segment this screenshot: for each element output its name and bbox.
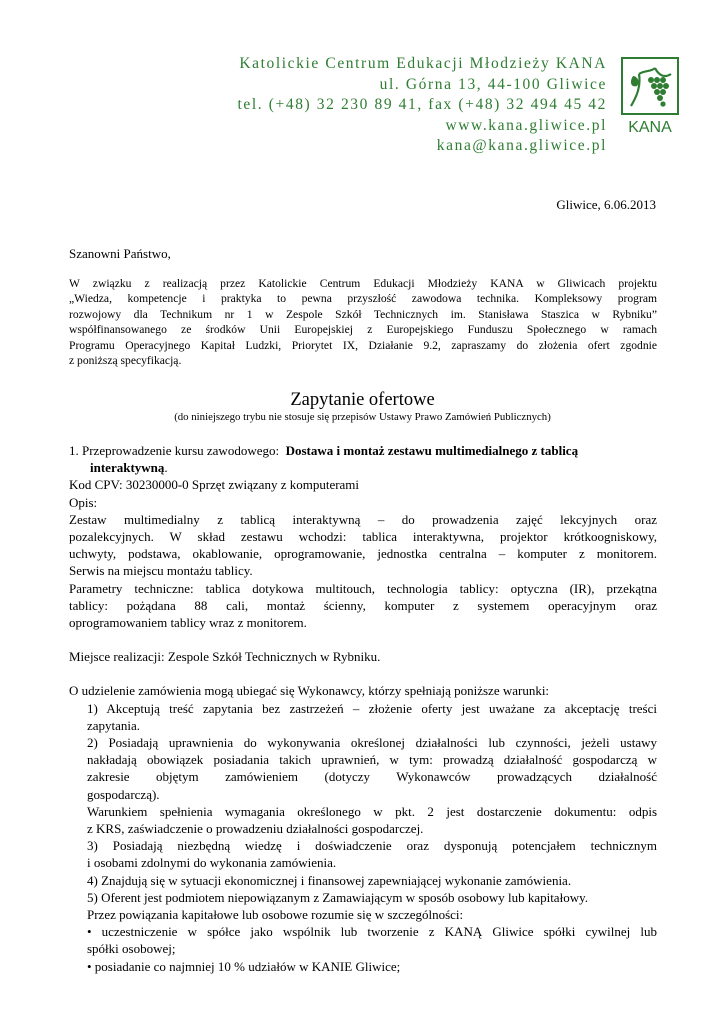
condition-3: 3) Posiadają niezbędną wiedzę i doświadczenie oraz dysponują potencjałem technicznym [87, 838, 657, 854]
condition-2-cont: zakresie objętym zamówieniem (dotyczy Wykonawców prowadzących działalność [87, 769, 657, 785]
condition-2-requirement: Warunkiem spełnienia wymagania określonego w pkt. 2 jest dostarczenie dokumentu: odpis [87, 803, 657, 819]
links-intro: Przez powiązania kapitałowe lub osobowe rozumie się w szczególności: [87, 907, 464, 923]
cpv-code: Kod CPV: 30230000-0 Sprzęt związany z komputerami [69, 477, 360, 493]
bullet-2: • posiadanie co najmniej 10 % udziałów w KANIE Gliwice; [87, 958, 401, 974]
condition-1: 1) Akceptują treść zapytania bez zastrzeżeń – złożenie oferty jest uważane za akceptację treści [87, 700, 657, 716]
letter-date: Gliwice, 6.06.2013 [556, 197, 656, 212]
intro-paragraph [69, 276, 657, 368]
condition-3-cont: i osobami zdolnymi do wykonania zamówienia. [87, 855, 337, 871]
org-phone-fax: tel. (+48) 32 230 89 41, fax (+48) 32 494 45 42 [237, 96, 607, 113]
org-address: ul. Górna 13, 44-100 Gliwice [379, 75, 607, 93]
grapes-icon [648, 77, 669, 107]
condition-4: 4) Znajdują się w sytuacji ekonomicznej i finansowej zapewniającej wykonanie zamówienia. [87, 872, 572, 888]
leaf-icon [631, 76, 639, 86]
intro-line: rozwojowy dla Technikum nr 1 w Zespole Szkół Technicznych im. Stanisława Staszica w Rybniku” [69, 307, 657, 321]
organization-header [238, 54, 608, 157]
bullet-1-cont: spółki osobowej; [87, 941, 176, 957]
intro-line: „Wiedza, kompetencje i praktyka to pewna przyszłość zawodowa technika. Kompleksowy program [69, 292, 657, 306]
parameters-line: oprogramowaniem tablicy wraz z monitorem. [69, 615, 307, 631]
parameters-line: Parametry techniczne: tablica dotykowa multitouch, technologia tablicy: optyczna (IR), przekątna [69, 580, 657, 596]
condition-2-cont: gospodarczą). [87, 786, 160, 802]
conditions-list [69, 700, 657, 975]
intro-line: z poniższą specyfikacją. [69, 354, 182, 368]
item-1-title-line1: Dostawa i montaż zestawu multimedialnego z tablicą [285, 443, 579, 458]
bullet-1: • uczestniczenie w spółce jako wspólnik lub tworzenie z KANĄ Gliwice spółki cywilnej lub [87, 924, 657, 940]
condition-2: 2) Posiadają uprawnienia do wykonywania określonej działalności lub czynności, jeżeli ustawy [87, 735, 657, 751]
document-subtitle: (do niniejszego trybu nie stosuje się przepisów Ustawy Prawo Zamówień Publicznych) [174, 411, 551, 423]
document-title: Zapytanie ofertowe [290, 390, 435, 410]
item-1-prefix: 1. Przeprowadzenie kursu zawodowego: [69, 443, 286, 458]
description-line: pozalekcyjnych. W skład zestawu wchodzi: tablica interaktywna, projektor krótkoogniskowy, [69, 529, 657, 545]
description-line: Serwis na miejscu montażu tablicy. [69, 563, 253, 579]
item-1 [69, 442, 657, 476]
org-name: Katolickie Centrum Edukacji Młodzieży KANA [239, 55, 607, 72]
description-line: uchwyty, podstawa, okablowanie, oprogramowanie, jednostka centralna – komputer z monitorem. [69, 546, 657, 562]
location: Miejsce realizacji: Zespole Szkół Technicznych w Rybniku. [69, 649, 381, 665]
org-website[interactable]: www.kana.gliwice.pl [445, 116, 607, 134]
org-email[interactable]: kana@kana.gliwice.pl [436, 137, 607, 154]
document-body [69, 442, 657, 975]
intro-line: Programu Operacyjnego Kapitał Ludzki, Priorytet IX, Działanie 9.2, zapraszamy do złożenia ofert zgodnie [69, 338, 657, 352]
condition-1-cont: zapytania. [87, 717, 141, 733]
description-line: Zestaw multimedialny z tablicą interaktywną – do prowadzenia zajęć lekcyjnych oraz [69, 511, 657, 527]
condition-2-cont: nakładają obowiązek posiadania takich uprawnień, w tym: prowadzą działalność gospodarczą w [87, 752, 657, 768]
description-label: Opis: [69, 494, 98, 510]
intro-line: W związku z realizacją przez Katolickie Centrum Edukacji Młodzieży KANA w Gliwicach projektu [69, 277, 657, 290]
parameters-line: tablicy: pożądana 88 cali, montaż ścienny, komputer z systemem operacyjnym oraz [69, 597, 657, 613]
condition-5: 5) Oferent jest podmiotem niepowiązanym z Zamawiającym w sposób osobowy lub kapitałowy. [87, 889, 588, 905]
greeting: Szanowni Państwo, [69, 246, 171, 261]
logo-text: KANA [628, 119, 672, 136]
item-1-suffix: . [164, 460, 168, 476]
kana-logo [619, 56, 681, 136]
conditions-intro: O udzielenie zamówienia mogą ubiegać się Wykonawcy, którzy spełniają poniższe warunki: [69, 683, 550, 699]
intro-line: współfinansowanego ze środków Unii Europejskiej z Europejskiego Funduszu Społecznego w ramach [69, 323, 657, 337]
item-1-title-line2: interaktywną [90, 460, 165, 476]
condition-2-requirement-cont: z KRS, zaświadczenie o prowadzeniu działalności gospodarczej. [87, 821, 424, 837]
